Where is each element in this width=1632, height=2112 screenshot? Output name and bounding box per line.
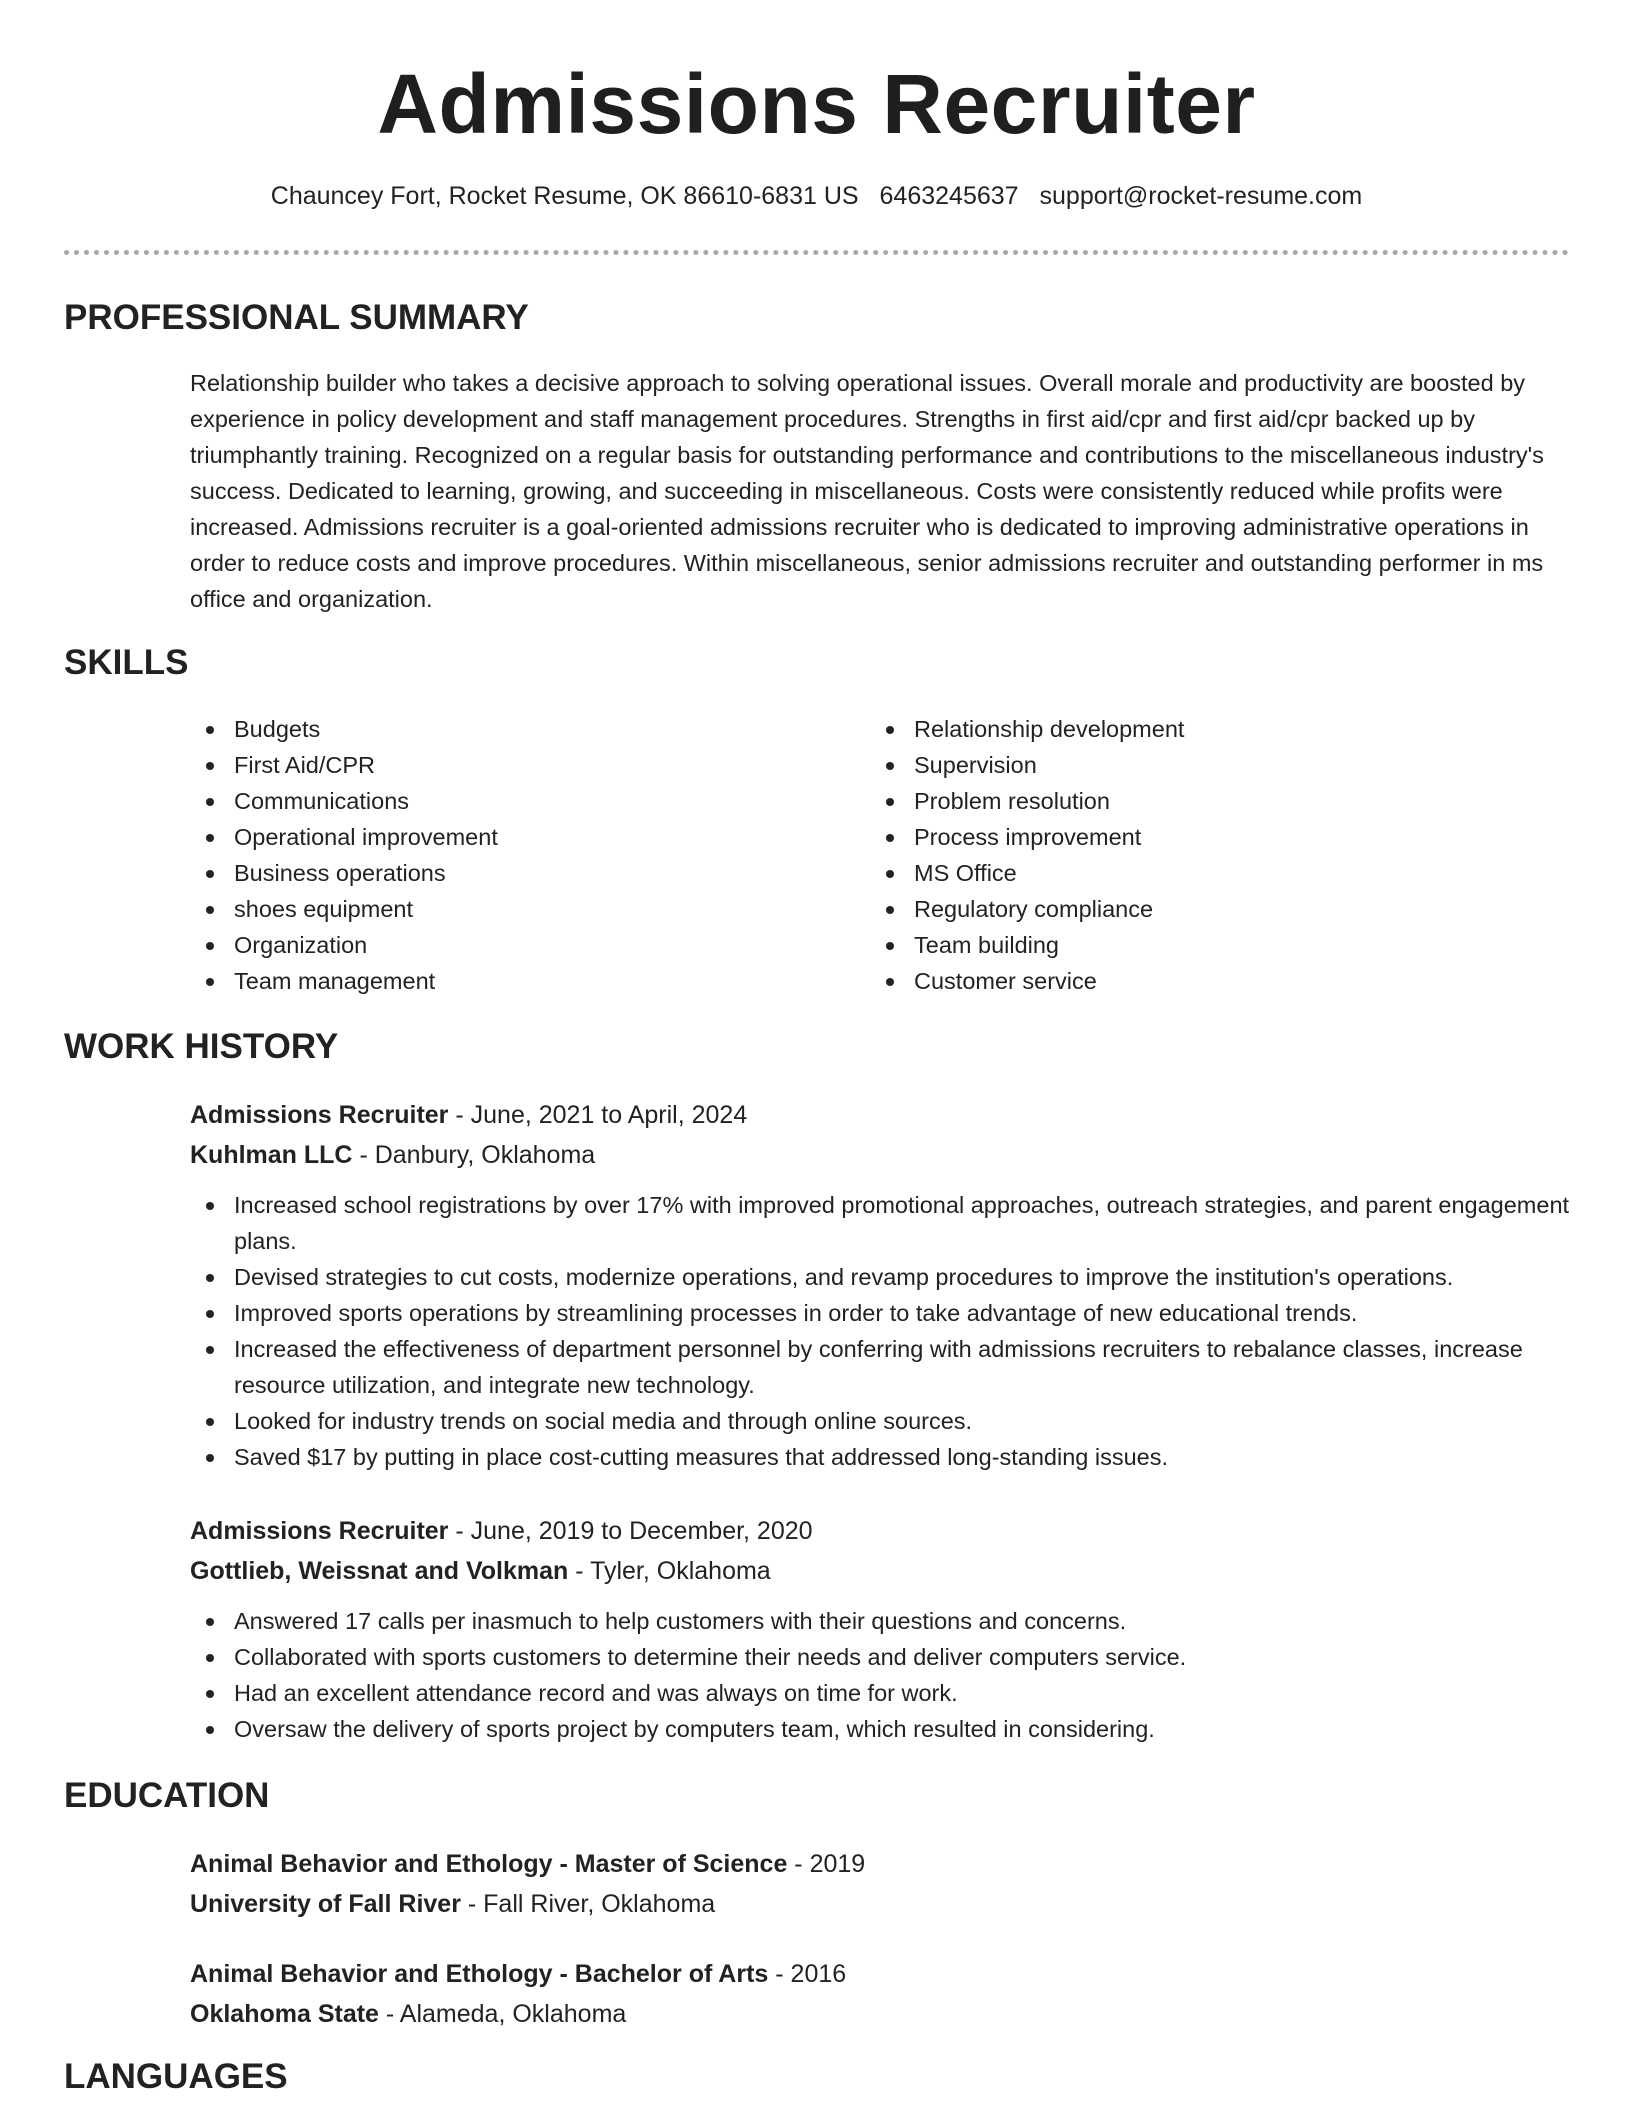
skill-item: Business operations	[190, 855, 870, 891]
candidate-name: Admissions Recruiter	[377, 57, 1256, 151]
job-bullet: Looked for industry trends on social media and through online sources.	[190, 1403, 1570, 1439]
skill-item: Team management	[190, 963, 870, 999]
contact-address: Chauncey Fort, Rocket Resume, OK 86610-6831 US	[270, 182, 859, 210]
skill-item: MS Office	[870, 855, 1550, 891]
job-dates: - June, 2021 to April, 2024	[448, 1101, 748, 1129]
education-year: - 2019	[787, 1850, 866, 1878]
job-bullet: Devised strategies to cut costs, modernize operations, and revamp procedures to improve the institution's operations.	[190, 1259, 1570, 1295]
job-bullet: Collaborated with sports customers to determine their needs and deliver computers service.	[190, 1639, 1570, 1675]
summary-block	[190, 365, 1570, 617]
job-bullet: Increased school registrations by over 17% with improved promotional approaches, outreach strategies, and parent engagement plans.	[190, 1187, 1570, 1259]
job-title-line	[190, 1511, 1570, 1551]
education-entry	[190, 1844, 1570, 1924]
job-company: Kuhlman LLC	[190, 1141, 353, 1169]
education-entry	[190, 1954, 1570, 2034]
job-role: Admissions Recruiter	[190, 1101, 449, 1129]
job-bullets	[190, 1603, 1570, 1747]
skill-item: Relationship development	[870, 711, 1550, 747]
skills-list-left	[190, 711, 870, 999]
job-location: - Danbury, Oklahoma	[352, 1141, 596, 1169]
contact-info	[64, 182, 1569, 211]
job-bullet: Increased the effectiveness of department personnel by conferring with admissions recruiters to rebalance classes, increase resource utilization, and integrate new technology.	[190, 1331, 1570, 1403]
education-location: - Alameda, Oklahoma	[378, 2000, 627, 2028]
skill-item: Communications	[190, 783, 870, 819]
skill-item: Supervision	[870, 747, 1550, 783]
job-bullet: Saved $17 by putting in place cost-cutting measures that addressed long-standing issues.	[190, 1439, 1570, 1475]
skill-item: Operational improvement	[190, 819, 870, 855]
education-degree-line	[190, 1844, 1570, 1884]
skill-item: Budgets	[190, 711, 870, 747]
section-title-work-history: WORK HISTORY	[64, 1027, 339, 1066]
education-degree: Animal Behavior and Ethology - Master of Science	[190, 1850, 788, 1878]
skill-item: Customer service	[870, 963, 1550, 999]
section-title-languages: LANGUAGES	[64, 2057, 288, 2096]
education-year: - 2016	[768, 1960, 847, 1988]
job-bullet: Improved sports operations by streamlining processes in order to take advantage of new educational trends.	[190, 1295, 1570, 1331]
skill-item: shoes equipment	[190, 891, 870, 927]
skill-item: Problem resolution	[870, 783, 1550, 819]
job-role: Admissions Recruiter	[190, 1517, 449, 1545]
skill-item: First Aid/CPR	[190, 747, 870, 783]
section-title-education: EDUCATION	[64, 1776, 270, 1815]
job-dates: - June, 2019 to December, 2020	[448, 1517, 813, 1545]
job-location: - Tyler, Oklahoma	[568, 1557, 771, 1585]
skill-item: Organization	[190, 927, 870, 963]
education-school: University of Fall River	[190, 1890, 461, 1918]
education-degree-line	[190, 1954, 1570, 1994]
skill-item: Team building	[870, 927, 1550, 963]
summary-text: Relationship builder who takes a decisive approach to solving operational issues. Overall morale and productivity are boosted by experience in policy development and staff management procedures. Strengths in first aid/cpr and first aid/cpr backed up by triumphantly training. Recognized on a regular basis for outstanding performance and contributions to the miscellaneous industry's success. Dedicated to learning, growing, and succeeding in miscellaneous. Costs were consistently reduced while profits were increased. Admissions recruiter is a goal-oriented admissions recruiter who is dedicated to improving administrative operations in order to reduce costs and improve procedures. Within miscellaneous, senior admissions recruiter and outstanding performer in ms office and organization.	[190, 370, 1544, 612]
job-title-line	[190, 1095, 1570, 1135]
header-divider	[64, 250, 1569, 255]
education-school-line	[190, 1884, 1570, 1924]
skills-list-right	[870, 711, 1550, 999]
job-bullet: Answered 17 calls per inasmuch to help customers with their questions and concerns.	[190, 1603, 1570, 1639]
contact-email: support@rocket-resume.com	[1039, 182, 1363, 210]
section-title-skills: SKILLS	[64, 643, 189, 682]
education-school-line	[190, 1994, 1570, 2034]
job-company-line	[190, 1551, 1570, 1591]
job-bullets	[190, 1187, 1570, 1475]
contact-phone: 6463245637	[879, 182, 1019, 210]
education-degree: Animal Behavior and Ethology - Bachelor of Arts	[190, 1960, 769, 1988]
skill-item: Regulatory compliance	[870, 891, 1550, 927]
skill-item: Process improvement	[870, 819, 1550, 855]
education-location: - Fall River, Oklahoma	[460, 1890, 716, 1918]
job-company: Gottlieb, Weissnat and Volkman	[190, 1557, 569, 1585]
job-bullet: Oversaw the delivery of sports project by computers team, which resulted in considering.	[190, 1711, 1570, 1747]
job-entry	[190, 1511, 1570, 1747]
job-entry	[190, 1095, 1570, 1475]
job-bullet: Had an excellent attendance record and was always on time for work.	[190, 1675, 1570, 1711]
job-company-line	[190, 1135, 1570, 1175]
section-title-summary: PROFESSIONAL SUMMARY	[64, 298, 529, 337]
education-school: Oklahoma State	[190, 2000, 379, 2028]
